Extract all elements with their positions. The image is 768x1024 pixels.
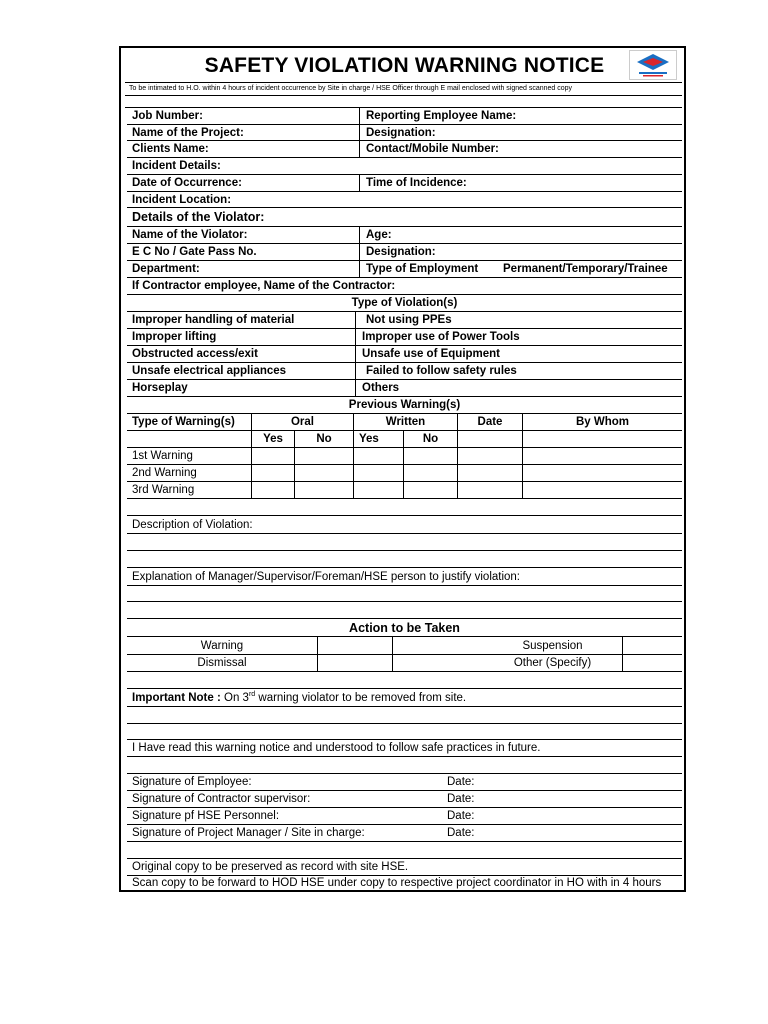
date-cell[interactable]: [457, 482, 522, 498]
signature-row: [127, 791, 682, 808]
warning-label: 3rd Warning: [132, 484, 195, 496]
blank-row: [127, 757, 682, 774]
date-blank: [457, 431, 522, 447]
violator-designation-label: Designation:: [359, 244, 679, 260]
blank-row: [127, 499, 682, 516]
dismissal-option-box[interactable]: [317, 655, 392, 671]
row-violation-heading: [127, 295, 682, 312]
instruction-text: To be intimated to H.O. within 4 hours of incident occurrence by Site in charge / HSE Officer through E mail enclosed with signed scanned copy: [129, 85, 573, 92]
warning-notice-form: [119, 46, 686, 892]
ec-no-label: E C No / Gate Pass No.: [132, 246, 257, 258]
by-whom-blank: [522, 431, 682, 447]
oral-yes-cell[interactable]: [251, 465, 294, 481]
violation-right-item: Failed to follow safety rules: [355, 363, 675, 379]
dismissal-option-label: Dismissal: [197, 657, 247, 669]
row-date-occurrence: [127, 175, 682, 192]
row-warning-heading: [127, 397, 682, 414]
col-oral-header: Oral: [251, 414, 353, 430]
col-by-whom-header: By Whom: [522, 414, 682, 430]
signature-label: Signature of Contractor supervisor:: [132, 793, 311, 805]
row-ec-no: [127, 244, 682, 261]
violation-heading: Type of Violation(s): [351, 297, 458, 309]
footer-line-2: Scan copy to be forward to HOD HSE under copy to respective project coordinator in HO with in 4 hours: [132, 877, 662, 889]
action-row: [127, 655, 682, 672]
description-label: Description of Violation:: [132, 519, 253, 531]
department-label: Department:: [132, 263, 200, 275]
oral-no-header: No: [294, 431, 353, 447]
suspension-option-label: Suspension: [392, 637, 622, 654]
row-department: [127, 261, 682, 278]
company-logo-icon: [629, 50, 677, 80]
written-yes-header: Yes: [353, 431, 403, 447]
violation-left-item: Unsafe electrical appliances: [132, 365, 287, 377]
row-action-heading: [127, 619, 682, 637]
action-row: [127, 637, 682, 655]
incident-location-label: Incident Location:: [132, 194, 232, 206]
row-explanation: [127, 568, 682, 586]
note-text-post: warning violator to be removed from site.: [255, 692, 467, 704]
warning-row: [127, 448, 682, 465]
acknowledgement-text: I Have read this warning notice and understood to follow safe practices in future.: [132, 742, 541, 754]
oral-yes-cell[interactable]: [251, 482, 294, 498]
signature-date-label: Date:: [447, 810, 475, 822]
oral-no-cell[interactable]: [294, 465, 353, 481]
row-footer-1: [127, 859, 682, 876]
col-type-header: Type of Warning(s): [132, 416, 235, 428]
written-no-cell[interactable]: [403, 482, 457, 498]
clients-name-label: Clients Name:: [132, 143, 209, 155]
violation-row: [127, 312, 682, 329]
row-clients: [127, 141, 682, 158]
description-line[interactable]: [127, 534, 682, 551]
employment-options: Permanent/Temporary/Trainee: [503, 263, 668, 275]
row-important-note: [127, 689, 682, 707]
signature-date-label: Date:: [447, 827, 475, 839]
age-label: Age:: [359, 227, 679, 243]
reporting-employee-label: Reporting Employee Name:: [359, 108, 679, 124]
row-incident-location: [127, 192, 682, 208]
blank-row: [127, 724, 682, 740]
violation-left-item: Horseplay: [132, 382, 188, 394]
contact-label: Contact/Mobile Number:: [359, 141, 679, 157]
row-description: [127, 516, 682, 534]
col-written-header: Written: [353, 414, 457, 430]
blank-row: [127, 672, 682, 689]
violation-left-item: Obstructed access/exit: [132, 348, 258, 360]
row-contractor: [127, 278, 682, 295]
warning-subheader-row: [127, 431, 682, 448]
note-sup: rd: [248, 691, 256, 699]
project-name-label: Name of the Project:: [132, 127, 244, 139]
job-number-label: Job Number:: [132, 110, 203, 122]
date-cell[interactable]: [457, 448, 522, 464]
warning-option-box[interactable]: [317, 637, 392, 654]
row-job-number: [127, 108, 682, 125]
violation-right-item: Unsafe use of Equipment: [355, 346, 675, 362]
violation-right-item: Improper use of Power Tools: [355, 329, 675, 345]
important-note: [132, 689, 682, 706]
description-line[interactable]: [127, 551, 682, 568]
by-whom-cell[interactable]: [522, 482, 682, 498]
oral-yes-cell[interactable]: [251, 448, 294, 464]
contractor-name-label: If Contractor employee, Name of the Contractor:: [132, 280, 396, 292]
action-heading: Action to be Taken: [349, 621, 460, 635]
date-occurrence-label: Date of Occurrence:: [132, 177, 242, 189]
row-footer-2: [127, 876, 682, 890]
oral-yes-header: Yes: [251, 431, 294, 447]
signature-row: [127, 774, 682, 791]
violation-left-item: Improper lifting: [132, 331, 217, 343]
warning-header-row: [127, 414, 682, 431]
time-incidence-label: Time of Incidence:: [359, 175, 679, 191]
written-yes-cell[interactable]: [353, 482, 403, 498]
note-text-pre: On 3: [220, 692, 249, 704]
warning-label: 2nd Warning: [132, 467, 197, 479]
warning-option-label: Warning: [200, 640, 244, 652]
warning-row: [127, 465, 682, 482]
row-violator-heading: [127, 208, 682, 227]
written-no-cell[interactable]: [403, 448, 457, 464]
violation-row: [127, 380, 682, 397]
blank-row: [127, 842, 682, 859]
violator-heading: Details of the Violator:: [132, 210, 265, 224]
violation-left-item: Improper handling of material: [132, 314, 295, 326]
signature-date-label: Date:: [447, 793, 475, 805]
signature-row: [127, 825, 682, 842]
row-violator-name: [127, 227, 682, 244]
violation-row: [127, 363, 682, 380]
footer-line-1: Original copy to be preserved as record with site HSE.: [132, 861, 409, 873]
other-option-box[interactable]: [622, 655, 682, 671]
explanation-line[interactable]: [127, 586, 682, 602]
written-no-header: No: [403, 431, 457, 447]
written-yes-cell[interactable]: [353, 465, 403, 481]
note-label: Important Note :: [132, 692, 221, 704]
warning-heading: Previous Warning(s): [348, 399, 461, 411]
explanation-line[interactable]: [127, 602, 682, 619]
date-cell[interactable]: [457, 465, 522, 481]
form-title: SAFETY VIOLATION WARNING NOTICE: [204, 54, 605, 77]
spacer-row: [125, 96, 682, 108]
row-incident-details: [127, 158, 682, 175]
oral-no-cell[interactable]: [294, 482, 353, 498]
incident-details-label: Incident Details:: [132, 160, 221, 172]
signature-row: [127, 808, 682, 825]
warning-row: [127, 482, 682, 499]
written-yes-cell[interactable]: [353, 448, 403, 464]
by-whom-cell[interactable]: [522, 448, 682, 464]
designation-label: Designation:: [359, 125, 679, 140]
employment-type-label: Type of Employment: [359, 261, 509, 277]
by-whom-cell[interactable]: [522, 465, 682, 481]
signature-label: Signature of Project Manager / Site in charge:: [132, 827, 365, 839]
signature-label: Signature pf HSE Personnel:: [132, 810, 280, 822]
explanation-label: Explanation of Manager/Supervisor/Foreman/HSE person to justify violation:: [132, 571, 521, 583]
violation-row: [127, 346, 682, 363]
suspension-option-box[interactable]: [622, 637, 682, 654]
violation-right-item: Others: [355, 380, 675, 396]
blank-row: [127, 707, 682, 724]
col-date-header: Date: [457, 414, 522, 430]
written-no-cell[interactable]: [403, 465, 457, 481]
violation-row: [127, 329, 682, 346]
instruction-row: [125, 82, 682, 96]
violator-name-label: Name of the Violator:: [132, 229, 248, 241]
row-acknowledgement: [127, 740, 682, 757]
warning-label: 1st Warning: [132, 450, 193, 462]
signature-date-label: Date:: [447, 776, 475, 788]
other-option-label: Other (Specify): [392, 655, 622, 671]
signature-label: Signature of Employee:: [132, 776, 252, 788]
row-project: [127, 125, 682, 141]
violation-right-item: Not using PPEs: [355, 312, 675, 328]
oral-no-cell[interactable]: [294, 448, 353, 464]
